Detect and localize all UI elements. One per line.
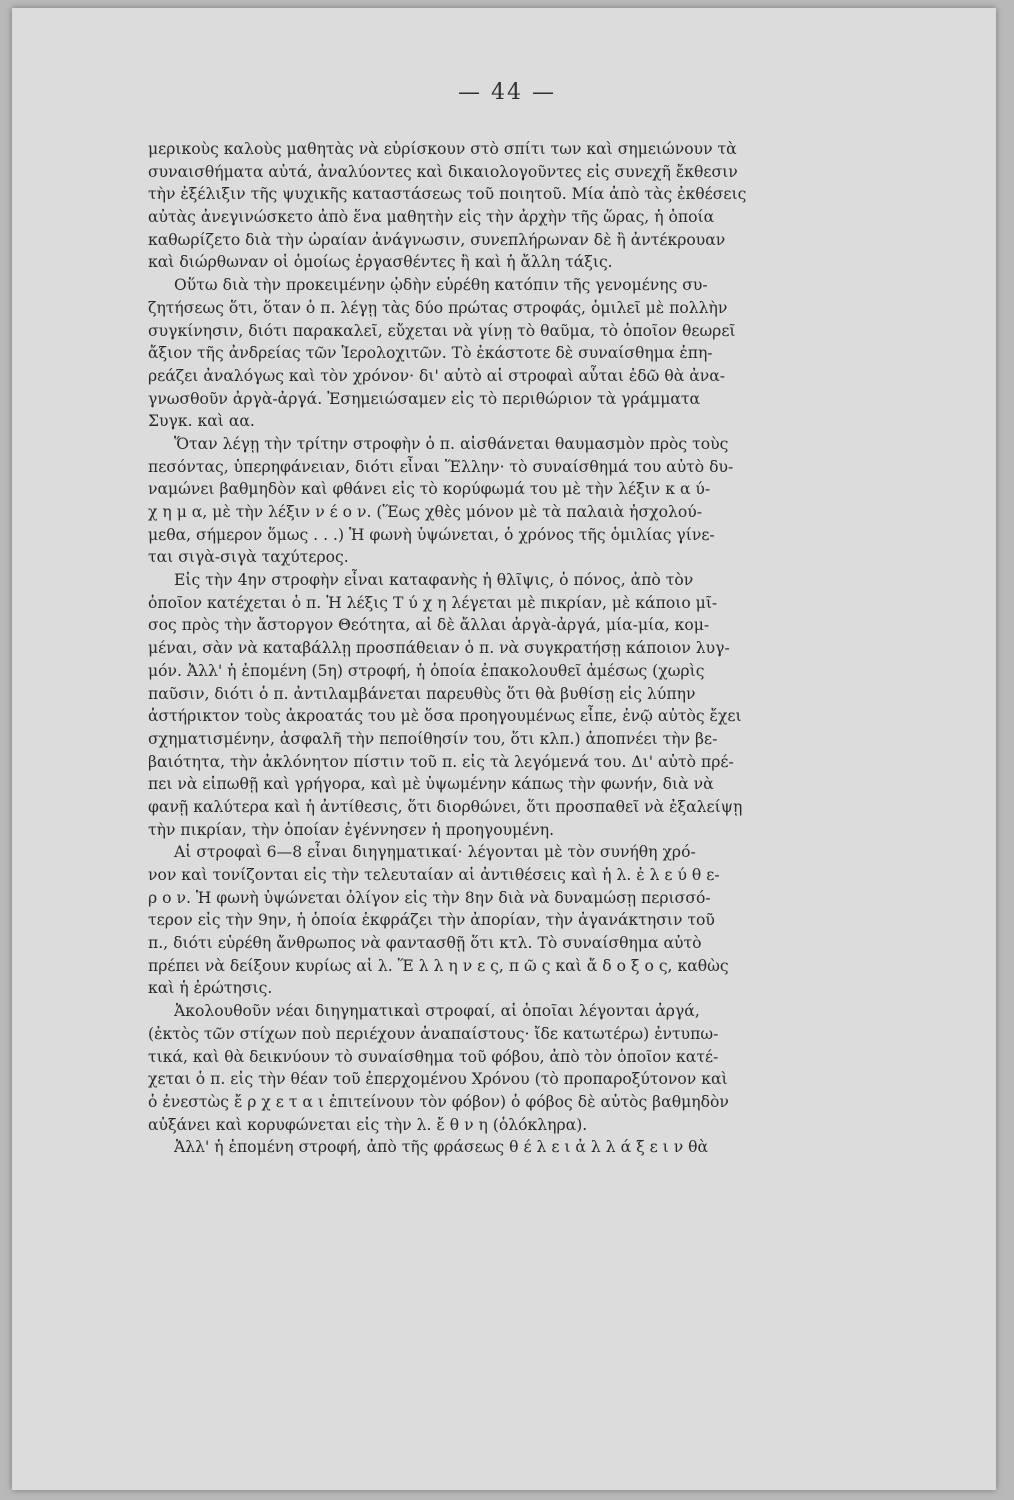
text-line: μέναι, σὰν νὰ καταβάλλῃ προσπάθειαν ὁ π. νὰ συγκρατήσῃ κάποιον λυγ- bbox=[148, 639, 730, 658]
text-line: τὴν ἐξέλιξιν τῆς ψυχικῆς καταστάσεως τοῦ ποιητοῦ. Μία ἀπὸ τὰς ἐκθέσεις bbox=[148, 185, 747, 204]
text-line: πρέπει νὰ δείξουν κυρίως αἱ λ. Ἕ λ λ η ν ε ς, π ῶ ς καὶ ἄ δ ο ξ ο ς, καθὼς bbox=[148, 956, 729, 975]
text-line: Ἀλλ' ἡ ἑπομένη στροφή, ἀπὸ τῆς φράσεως θ έ λ ε ι ἀ λ λ ά ξ ε ι ν θὰ bbox=[174, 1138, 709, 1157]
text-line: Ὅταν λέγῃ τὴν τρίτην στροφὴν ὁ π. αἰσθάνεται θαυμασμὸν πρὸς τοὺς bbox=[174, 434, 729, 453]
text-line: τὴν πικρίαν, τὴν ὁποίαν ἐγέννησεν ἡ προηγουμένη. bbox=[148, 820, 555, 839]
text-line: (ἐκτὸς τῶν στίχων ποὺ περιέχουν ἀναπαίστους· ἴδε κατωτέρω) ἐντυπω- bbox=[148, 1024, 719, 1043]
text-line: αὐξάνει καὶ κορυφώνεται εἰς τὴν λ. ἔ θ ν η (ὁλόκληρα). bbox=[148, 1115, 588, 1134]
text-line: χ η μ α, μὲ τὴν λέξιν ν έ ο ν. (Ἕως χθὲς μόνον μὲ τὰ παλαιὰ ἠσχολού- bbox=[148, 503, 702, 521]
text-line: νον καὶ τονίζονται εἰς τὴν τελευταίαν αἱ ἀντιθέσεις καὶ ἡ λ. ἐ λ ε ύ θ ε- bbox=[148, 866, 720, 884]
text-line: Ἀκολουθοῦν νέαι διηγηματικαὶ στροφαί, αἱ ὁποῖαι λέγονται ἀργά, bbox=[174, 1002, 700, 1021]
text-line: χεται ὁ π. εἰς τὴν θέαν τοῦ ἐπερχομένου Χρόνου (τὸ προπαροξύτονον καὶ bbox=[148, 1070, 728, 1089]
text-line: ἀστήρικτον τοὺς ἀκροατάς του μὲ ὅσα προηγουμένως εἶπε, ἐνῷ αὐτὸς ἔχει bbox=[148, 707, 742, 726]
text-line: γνωσθοῦν ἀργὰ-ἀργά. Ἐσημειώσαμεν εἰς τὸ περιθώριον τὰ γράμματα bbox=[148, 389, 701, 408]
text-line: σος πρὸς τὴν ἄστοργον Θεότητα, αἱ δὲ ἄλλαι ἀργὰ-ἀργά, μία-μία, κομ- bbox=[148, 616, 710, 635]
text-line: παῦσιν, διότι ὁ π. ἀντιλαμβάνεται παρευθὺς ὅτι θὰ βυθίσῃ εἰς λύπην bbox=[148, 684, 696, 703]
text-line: ρεάζει ἀναλόγως καὶ τὸν χρόνον· δι' αὐτὸ αἱ στροφαὶ αὗται ἐδῶ θὰ ἀνα- bbox=[148, 366, 726, 385]
text-line: φανῇ καλύτερα καὶ ἡ ἀντίθεσις, ὅτι διορθώνει, ὅτι προσπαθεῖ νὰ ἐξαλείψῃ bbox=[148, 797, 743, 816]
body-text bbox=[148, 138, 900, 1159]
text-line: ται σιγὰ-σιγὰ ταχύτερος. bbox=[148, 548, 349, 567]
text-line: μεθα, σήμερον ὅμως . . .) Ἡ φωνὴ ὑψώνεται, ὁ χρόνος τῆς ὁμιλίας γίνε- bbox=[148, 525, 715, 544]
text-line: ὁ ἐνεστὼς ἔ ρ χ ε τ α ι ἐπιτείνουν τὸν φόβον) ὁ φόβος δὲ αὐτὸς βαθμηδὸν bbox=[148, 1092, 729, 1111]
text-line: βαιότητα, τὴν ἀκλόνητον πίστιν τοῦ π. εἰς τὰ λεγόμενά του. Δι' αὐτὸ πρέ- bbox=[148, 752, 734, 771]
text-line: καὶ διώρθωναν οἱ ὁμοίως ἐργασθέντες ἢ καὶ ἡ ἄλλη τάξις. bbox=[148, 253, 613, 272]
text-line: Εἰς τὴν 4ην στροφὴν εἶναι καταφανὴς ἡ θλῖψις, ὁ πόνος, ἀπὸ τὸν bbox=[174, 571, 694, 590]
text-line: ναμώνει βαθμηδὸν καὶ φθάνει εἰς τὸ κορύφωμά του μὲ τὴν λέξιν κ α ύ- bbox=[148, 480, 711, 499]
text-line: σχηματισμένην, ἀσφαλῆ τὴν πεποίθησίν του, ὅτι κλπ.) ἀποπνέει τὴν βε- bbox=[148, 729, 718, 748]
text-line: Οὕτω διὰ τὴν προκειμένην ᾠδὴν εὑρέθη κατόπιν τῆς γενομένης συ- bbox=[174, 276, 708, 295]
text-line: π., διότι εὑρέθη ἄνθρωπος νὰ φαντασθῇ ὅτι κτλ. Τὸ συναίσθημα αὐτὸ bbox=[148, 934, 702, 953]
text-line: τικά, καὶ θὰ δεικνύουν τὸ συναίσθημα τοῦ φόβου, ἀπὸ τὸν ὁποῖον κατέ- bbox=[148, 1047, 719, 1066]
text-line: τερον εἰς τὴν 9ην, ἡ ὁποία ἐκφράζει τὴν ἀπορίαν, τὴν ἀγανάκτησιν τοῦ bbox=[148, 911, 715, 930]
text-line: ἄξιον τῆς ἀνδρείας τῶν Ἱερολοχιτῶν. Τὸ ἑκάστοτε δὲ συναίσθημα ἐπη- bbox=[148, 344, 713, 363]
text-line: αὐτὰς ἀνεγινώσκετο ἀπὸ ἕνα μαθητὴν εἰς τὴν ἀρχὴν τῆς ὥρας, ἡ ὁποία bbox=[148, 208, 715, 227]
text-line: συγκίνησιν, διότι παρακαλεῖ, εὔχεται νὰ γίνῃ τὸ θαῦμα, τὸ ὁποῖον θεωρεῖ bbox=[148, 321, 736, 340]
text-line: καθωρίζετο διὰ τὴν ὡραίαν ἀνάγνωσιν, συνεπλήρωναν δὲ ἢ ἀντέκρουαν bbox=[148, 230, 726, 249]
text-line: πεσόντας, ὑπερηφάνειαν, διότι εἶναι Ἕλλην· τὸ συναίσθημά του αὐτὸ δυ- bbox=[148, 457, 734, 476]
text-line: ζητήσεως ὅτι, ὅταν ὁ π. λέγῃ τὰς δύο πρώτας στροφάς, ὁμιλεῖ μὲ πολλὴν bbox=[148, 298, 728, 317]
text-line: συναισθήματα αὐτά, ἀναλύοντες καὶ δικαιολογοῦντες εἰς συνεχῆ ἔκθεσιν bbox=[148, 162, 738, 181]
text-line: καὶ ἡ ἐρώτησις. bbox=[148, 979, 273, 998]
page-number: — 44 — bbox=[458, 80, 556, 105]
text-line: ὁποῖον κατέχεται ὁ π. Ἡ λέξις Τ ύ χ η λέγεται μὲ πικρίαν, μὲ κάποιο μῖ- bbox=[148, 593, 718, 612]
text-line: Αἱ στροφαὶ 6—8 εἶναι διηγηματικαί· λέγονται μὲ τὸν συνήθη χρό- bbox=[174, 843, 696, 862]
text-line: μόν. Ἀλλ' ἡ ἑπομένη (5η) στροφή, ἡ ὁποία ἐπακολουθεῖ ἀμέσως (χωρὶς bbox=[148, 661, 705, 680]
text-line: ρ ο ν. Ἡ φωνὴ ὑψώνεται ὀλίγον εἰς τὴν 8ην διὰ νὰ δυναμώσῃ περισσό- bbox=[148, 888, 711, 907]
text-line: πει νὰ εἰπωθῇ καὶ γρήγορα, καὶ μὲ ὑψωμένην κάπως τὴν φωνήν, διὰ νὰ bbox=[148, 775, 714, 794]
text-line: Συγκ. καὶ αα. bbox=[148, 412, 255, 431]
text-line: μερικοὺς καλοὺς μαθητὰς νὰ εὑρίσκουν στὸ σπίτι των καὶ σημειώνουν τὰ bbox=[148, 140, 737, 158]
